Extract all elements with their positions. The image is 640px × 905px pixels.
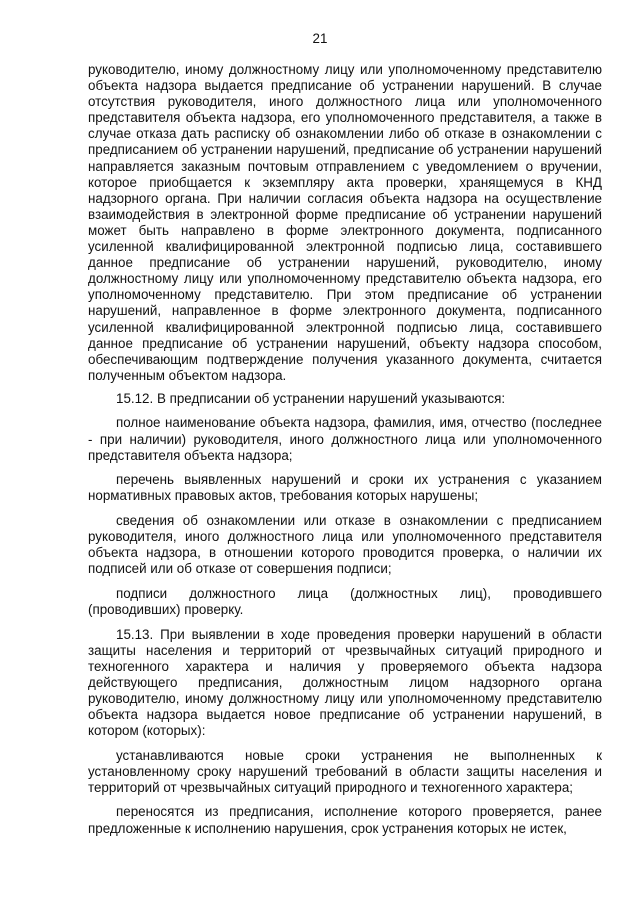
list-item-signatures: подписи должностного лица (должностных лиц), проводившего (проводивших) проверку. — [88, 585, 602, 617]
list-item-acquaintance: сведения об ознакомлении или отказе в ознакомлении с предписанием руководителя, иного должностного лица или уполномоченного представителя объекта надзора, в отношении которого проводится проверка, о наличии их подписей или об отказе от совершения подписи; — [88, 512, 602, 577]
list-item-full-name: полное наименование объекта надзора, фамилия, имя, отчество (последнее - при наличии) руководителя, иного должностного лица или уполномоченного представителя объекта надзора; — [88, 415, 602, 463]
list-item-violations: перечень выявленных нарушений и сроки их устранения с указанием нормативных правовых актов, требования которых нарушены; — [88, 472, 602, 504]
list-item-transferred-violations: переносятся из предписания, исполнение которого проверяется, ранее предложенные к исполнению нарушения, срок устранения которых не истек, — [88, 804, 602, 836]
paragraph-prescription-delivery: руководителю, иному должностному лицу или уполномоченному представителю объекта надзора выдается предписание об устранении нарушений. В случае отсутствия руководителя, иного должностного лица или уполномоченного представителя объекта надзора, его уполномоченного представителя, а также в случае отказа дать расписку об ознакомлении либо об отказе в ознакомлении с предписанием об устранении нарушений, предписание об устранении нарушений направляется заказным почтовым отправлением с уведомлением о вручении, которое приобщается к экземпляру акта проверки, хранящемуся в КНД надзорного органа. При наличии согласия объекта надзора на осуществление взаимодействия в электронной форме предписание об устранении нарушений может быть направлено в форме электронного документа, подписанного усиленной квалифицированной электронной подписью лица, составившего данное предписание об устранении нарушений, руководителю, иному должностному лицу или уполномоченному представителю объекта надзора, его уполномоченному представителю. При этом предписание об устранении нарушений, направленное в форме электронного документа, подписанного усиленной квалифицированной электронной подписью лица, составившего данное предписание об устранении нарушений, объекту надзора способом, обеспечивающим подтверждение получения указанного документа, считается полученным объектом надзора. — [88, 62, 602, 383]
list-item-new-deadlines: устанавливаются новые сроки устранения не выполненных к установленному сроку нарушений требований в области защиты населения и территорий от чрезвычайных ситуаций природного и техногенного характера; — [88, 747, 602, 795]
document-body — [88, 62, 602, 837]
paragraph-15-13: 15.13. При выявлении в ходе проведения проверки нарушений в области защиты населения и территорий от чрезвычайных ситуаций природного и техногенного характера и наличия у проверяемого объекта надзора действующего предписания, должностным лицом надзорного органа руководителю, иному должностному лицу или уполномоченному представителю объекта надзора выдается новое предписание об устранении нарушений, в котором (которых): — [88, 626, 602, 739]
page-number: 21 — [312, 31, 328, 46]
paragraph-15-12: 15.12. В предписании об устранении нарушений указываются: — [116, 390, 506, 406]
